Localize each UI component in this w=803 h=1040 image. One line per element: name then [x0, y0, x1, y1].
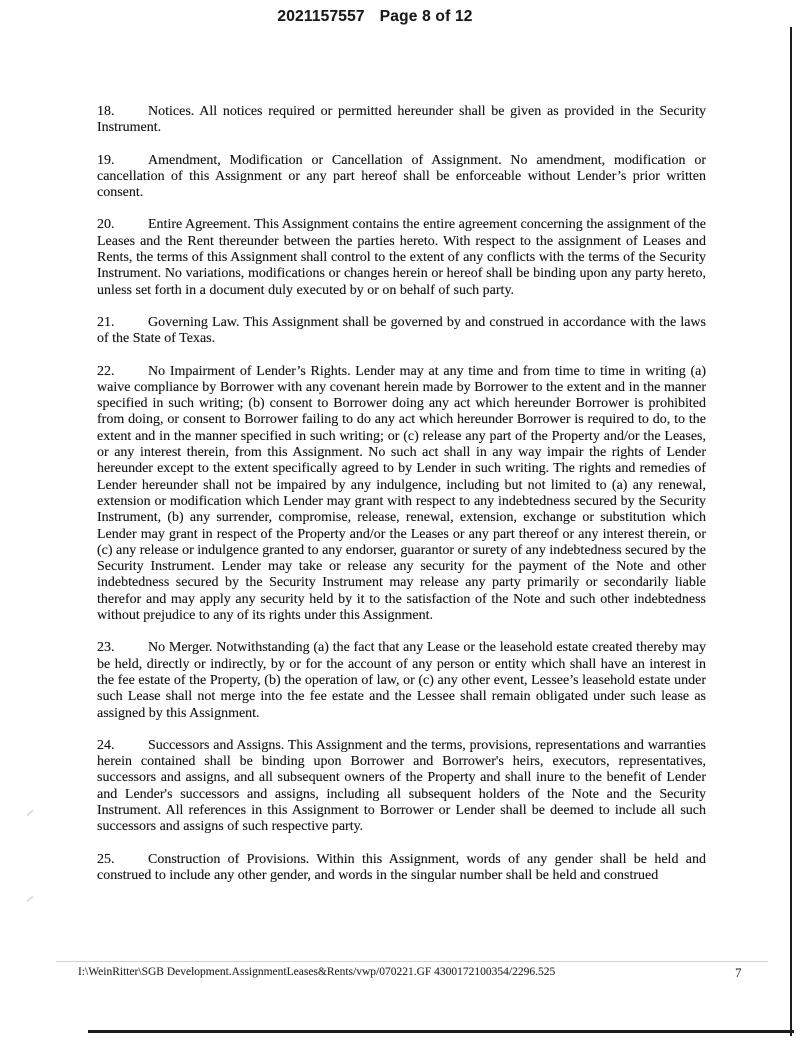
paragraph-number: 24.	[97, 737, 115, 753]
paragraph-number: 20.	[97, 217, 115, 233]
paragraph-number: 19.	[97, 152, 115, 168]
paragraph-20-entire-agreement	[97, 217, 706, 298]
page-indicator: Page 8 of 12	[379, 8, 473, 25]
document-number-stamp: 2021157557	[277, 8, 365, 25]
scan-speck-artifact	[26, 896, 33, 903]
paragraph-number: 22.	[97, 363, 115, 379]
paragraph-19-amendment	[97, 153, 706, 202]
paragraph-21-governing-law	[97, 315, 706, 348]
paragraph-24-successors-assigns	[97, 738, 706, 836]
page-header	[0, 8, 750, 26]
footer-page-number: 7	[735, 965, 742, 980]
document-body	[97, 104, 706, 900]
footer-separator-line	[56, 961, 768, 962]
paragraph-text: No Impairment of Lender’s Rights. Lender may at any time and from time to time in writing (a) waive compliance by Borrower with any covenant herein made by Borrower to the extent and in the manner specified in such writing; (b) consent to Borrower doing any act which hereunder Borrower is prohibited from doing, or consent to Borrower failing to do any act which hereunder Borrower is required to do, to the extent and in the manner specified in such writing; or (c) release any part of the Property and/or the Leases, or any interest therein, from this Assignment. No such act shall in any way impair the rights of Lender hereunder except to the extent specifically agreed to by Lender in such writing. The rights and remedies of Lender hereunder shall not be impaired by any indulgence, including but not limited to (a) any renewal, extension or modification which Lender may grant with respect to any indebtedness secured by the Security Instrument, (b) any surrender, compromise, release, renewal, extension, exchange or substitution which Lender may grant in respect of the Property and/or the Leases or any part thereof or any interest therein, or (c) any release or indulgence granted to any endorser, guarantor or surety of any indebtedness secured by the Security Instrument. Lender may take or release any security for the payment of the Note and other indebtedness secured by the Security Instrument may release any party primarily or secondarily liable therefor and may apply any security held by it to the satisfaction of the Note and such other indebtedness without prejudice to any of its rights under this Assignment.	[97, 363, 706, 624]
paragraph-number: 18.	[97, 104, 115, 119]
paragraph-text: Governing Law. This Assignment shall be governed by and construed in accordance with the laws of the State of Texas.	[97, 314, 706, 347]
paragraph-number: 21.	[97, 314, 115, 330]
paragraph-25-construction	[97, 852, 706, 885]
paragraph-text: Notices. All notices required or permitted hereunder shall be given as provided in the Security Instrument.	[97, 104, 706, 136]
paragraph-number: 25.	[97, 851, 115, 867]
paragraph-text: No Merger. Notwithstanding (a) the fact that any Lease or the leasehold estate created thereby may be held, directly or indirectly, by or for the account of any person or entity which shall have an interest in the fee estate of the Property, (b) the operation of law, or (c) any other event, Lessee’s leasehold estate under such Lease shall not merge into the fee estate and the Lessee shall remain obligated under such lease as assigned by this Assignment.	[97, 640, 706, 721]
paragraph-text: Amendment, Modification or Cancellation of Assignment. No amendment, modification or cancellation of this Assignment or any part hereof shall be enforceable without Lender’s prior written consent.	[97, 152, 706, 201]
paragraph-22-no-impairment	[97, 364, 706, 625]
scan-edge-artifact-bottom	[88, 1030, 794, 1033]
scan-edge-artifact-right	[790, 27, 792, 1036]
paragraph-23-no-merger	[97, 640, 706, 721]
paragraph-text: Construction of Provisions. Within this Assignment, words of any gender shall be held and construed to include any other gender, and words in the singular number shall be held and construed	[97, 851, 706, 883]
scan-speck-artifact	[26, 810, 33, 817]
paragraph-text: Successors and Assigns. This Assignment and the terms, provisions, representations and warranties herein contained shall be binding upon Borrower and Borrower's heirs, executors, representatives, successors and assigns, and all subsequent owners of the Property and shall inure to the benefit of Lender and Lender's successors and assigns, including all subsequent holders of the Note and the Security Instrument. All references in this Assignment to Borrower or Lender shall be deemed to include all such successors and assigns of such respective party.	[97, 737, 706, 835]
paragraph-number: 23.	[97, 640, 115, 656]
paragraph-text: Entire Agreement. This Assignment contains the entire agreement concerning the assignment of the Leases and the Rent thereunder between the parties hereto. With respect to the assignment of Leases and Rents, the terms of this Assignment shall control to the extent of any conflicts with the terms of the Security Instrument. No variations, modifications or changes herein or hereof shall be binding upon any party hereto, unless set forth in a document duly executed by or on behalf of such party.	[97, 217, 706, 298]
paragraph-18-notices	[97, 104, 706, 137]
footer-file-reference: I:\WeinRitter\SGB Development.AssignmentLeases&Rents/vwp/070221.GF 4300172100354/2296.525	[78, 966, 556, 978]
